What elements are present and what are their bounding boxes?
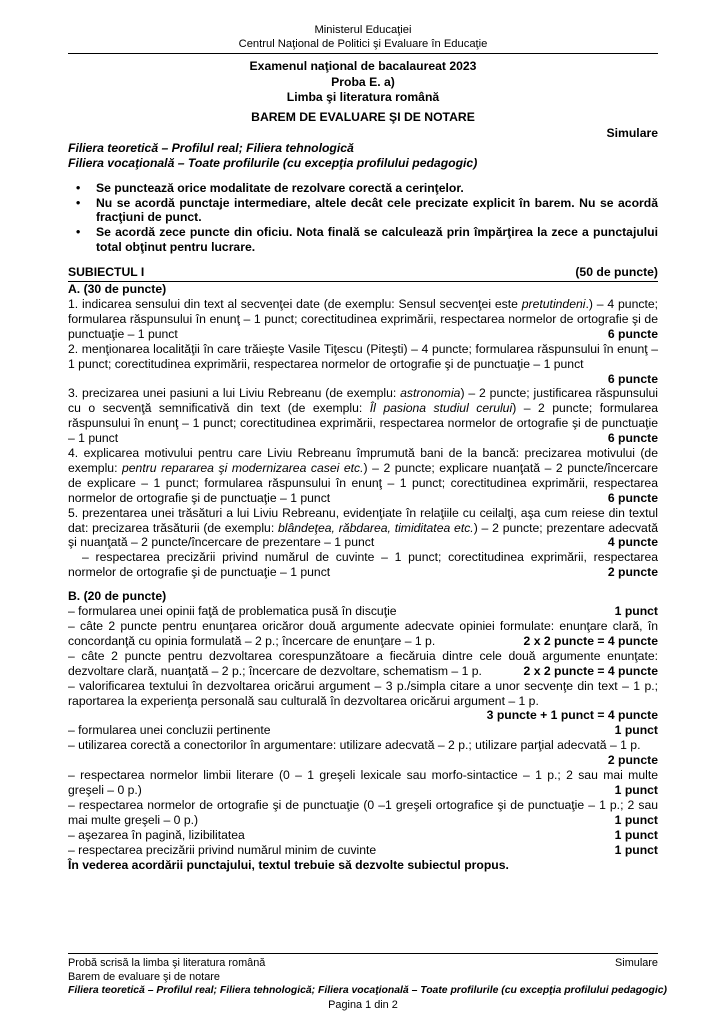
item-points: 1 punct bbox=[614, 723, 658, 738]
item-points: 3 puncte + 1 punct = 4 puncte bbox=[486, 708, 658, 723]
item-points: 6 puncte bbox=[607, 371, 658, 386]
item-text: – respectarea normelor de ortografie şi de punctuaţie (0 –1 greşeli ortografice şi de punctuaţie – 1 p.; 2 sau mai multe greşeli – 0 p.) bbox=[68, 797, 658, 827]
item-points: 6 puncte bbox=[607, 431, 658, 446]
rubric-item-a5-extra bbox=[68, 550, 658, 580]
rubric-item-b8 bbox=[68, 798, 658, 828]
item-text: 5. prezentarea unei trăsături a lui Liviu Rebreanu, evidenţiate în relaţiile cu ceilalţi, aşa cum reiese din textul dat: precizarea trăsăturii (de exemplu: blândeţea, răbdarea, timiditatea etc.) – 2 puncte; prezentare adecvată şi nuanţată – 2 puncte/încercare de prezentare – 1 punct bbox=[68, 505, 658, 550]
item-points: 2 puncte bbox=[607, 565, 658, 580]
rubric-item-a5 bbox=[68, 506, 658, 551]
page-header bbox=[68, 24, 658, 51]
subject1-title: SUBIECTUL I bbox=[68, 265, 145, 280]
title-block bbox=[68, 59, 658, 126]
item-text: – respectarea precizării privind numărul minim de cuvinte bbox=[68, 842, 377, 857]
item-text: 4. explicarea motivului pentru care Liviu Rebreanu împrumută bani de la bancă: precizarea motivului (de exemplu: pentru repararea şi modernizarea casei etc.) – 2 puncte; explicare nuanţată – 2 puncte/încercare de explicare – 1 punct; formularea răspunsului în enunţ – 1 punct; corectitudinea exprimării, respectarea normelor de ortografie şi de punctuaţie – 1 punct bbox=[68, 446, 659, 505]
item-points: 6 puncte bbox=[607, 326, 658, 341]
bullet-icon: • bbox=[76, 180, 81, 195]
page-number: Pagina 1 din 2 bbox=[328, 999, 398, 1011]
bullet-icon: • bbox=[76, 195, 81, 210]
filiera-block bbox=[68, 141, 658, 171]
item-text: – formularea unei opinii faţă de problematica pusă în discuţie bbox=[68, 604, 397, 619]
rubric-item-a4 bbox=[68, 446, 658, 506]
item-text: 3. precizarea unei pasiuni a lui Liviu Rebreanu (de exemplu: astronomia) – 2 puncte; justificarea răspunsului cu o secvenţă semnificativă din text (de exemplu: Îl pasiona studiul cerului) – 2 puncte; formularea răspunsului în enunţ – 1 punct; corectitudinea exprimării, respectarea normelor de ortografie şi de punctuaţie – 1 punct bbox=[68, 386, 658, 446]
item-points: 1 punct bbox=[614, 827, 658, 842]
center-name: Centrul Naţional de Politici şi Evaluare în Educaţie bbox=[238, 37, 488, 50]
footer-session: Simulare bbox=[615, 957, 658, 969]
rubric-item-b1 bbox=[68, 604, 658, 619]
ministry-name: Ministerul Educaţiei bbox=[314, 24, 412, 36]
subject1-heading bbox=[68, 265, 658, 282]
exam-probe: Proba E. a) bbox=[331, 74, 395, 89]
rule-text: Nu se acordă punctaje intermediare, altele decât cele precizate explicit în barem. Nu se acordă fracţiuni de punct. bbox=[96, 195, 658, 225]
filiera-line1: Filiera teoretică – Profilul real; Filiera tehnologică bbox=[68, 141, 354, 156]
item-text: – aşezarea în pagină, lizibilitatea bbox=[68, 827, 245, 842]
doc-type-title: BAREM DE EVALUARE ŞI DE NOTARE bbox=[251, 110, 475, 125]
item-text: – formularea unei concluzii pertinente bbox=[68, 723, 271, 738]
rule-text: Se punctează orice modalitate de rezolvare corectă a cerinţelor. bbox=[96, 180, 464, 195]
item-text: 1. indicarea sensului din text al secvenţei date (de exemplu: Sensul secvenţei este pretutindeni.) – 4 puncte; formularea răspunsului în enunţ – 1 punct; corectitudinea exprimării, respectarea normelor de ortografie şi de punctuaţie – 1 punct bbox=[68, 296, 658, 341]
item-points: 1 punct bbox=[614, 812, 658, 827]
footer-row-1 bbox=[68, 956, 658, 970]
session-label: Simulare bbox=[606, 125, 658, 140]
section-b-note: În vederea acordării punctajului, textul trebuie să dezvolte subiectul propus. bbox=[68, 857, 509, 872]
rubric-item-b7 bbox=[68, 768, 658, 798]
rule-item-1 bbox=[68, 181, 658, 196]
rule-item-3 bbox=[68, 225, 658, 255]
rubric-item-b5 bbox=[68, 723, 658, 738]
item-points: 1 punct bbox=[614, 782, 658, 797]
section-a-heading: A. (30 de puncte) bbox=[68, 282, 167, 297]
exam-subject: Limba şi literatura română bbox=[286, 90, 440, 104]
whitespace-spacer bbox=[68, 872, 658, 953]
rubric-item-a3 bbox=[68, 386, 658, 446]
item-points: 2 x 2 puncte = 4 puncte bbox=[523, 663, 658, 678]
header-divider bbox=[68, 53, 658, 54]
item-text: – respectarea normelor limbii literare (0 – 1 greşeli lexicale sau morfo-sintactice – 1 p.; 2 sau mai multe greşeli – 0 p.) bbox=[68, 768, 658, 797]
rubric-item-b10 bbox=[68, 843, 658, 858]
item-points: 4 puncte bbox=[607, 535, 658, 550]
item-text: – utilizarea corectă a conectorilor în argumentare: utilizare adecvată – 2 p.; utilizare parţial adecvată – 1 p. bbox=[68, 738, 641, 753]
rubric-item-b3 bbox=[68, 649, 658, 679]
rubric-item-b2 bbox=[68, 619, 658, 649]
rubric-item-b4 bbox=[68, 679, 658, 724]
footer-divider bbox=[68, 953, 658, 954]
footer-filiera: Filiera teoretică – Profilul real; Filiera tehnologică; Filiera vocaţională – Toate profilurile (cu excepţia profilului pedagogic) bbox=[68, 985, 667, 996]
footer-doc-type: Barem de evaluare şi de notare bbox=[68, 971, 220, 983]
subject1-total-points: (50 de puncte) bbox=[575, 265, 658, 280]
footer-doc-name: Probă scrisă la limba şi literatura română bbox=[68, 957, 266, 969]
general-rules-list bbox=[68, 181, 658, 256]
item-points: 1 punct bbox=[614, 842, 658, 857]
item-points: 2 puncte bbox=[607, 753, 658, 768]
rubric-item-b9 bbox=[68, 828, 658, 843]
rule-item-2 bbox=[68, 196, 658, 226]
rubric-item-b6 bbox=[68, 738, 658, 768]
section-b-heading: B. (20 de puncte) bbox=[68, 589, 167, 604]
item-points: 2 x 2 puncte = 4 puncte bbox=[523, 633, 658, 648]
item-points: 6 puncte bbox=[607, 490, 658, 505]
filiera-line2: Filiera vocaţională – Toate profilurile (cu excepţia profilului pedagogic) bbox=[68, 156, 478, 171]
rubric-item-a2 bbox=[68, 342, 658, 387]
bullet-icon: • bbox=[76, 225, 81, 240]
page-footer bbox=[68, 953, 667, 1012]
item-points: 1 punct bbox=[614, 604, 658, 619]
item-text: – valorificarea textului în dezvoltarea oricărui argument – 3 p./simpla citare a unor secvenţe din text – 1 p.; raportarea la experienţa personală sau culturală în dezvoltarea oricărui argument – 1 p. bbox=[68, 678, 658, 708]
item-text: – câte 2 puncte pentru enunţarea oricăror două argumente adecvate opiniei formulate: enunţare clară, în concordanţă cu opinia formulată – 2 p.; încercare de enunţare – 1 p. bbox=[68, 619, 658, 648]
rubric-item-a1 bbox=[68, 297, 658, 342]
item-text: – câte 2 puncte pentru dezvoltarea corespunzătoare a fiecăruia dintre cele două argumente enunţate: dezvoltare clară, nuanţată – 2 p.; încercare de dezvoltare, schematism – 1 p. bbox=[68, 648, 658, 678]
item-text: 2. menţionarea localităţii în care trăieşte Vasile Tiţescu (Piteşti) – 4 puncte; formularea răspunsului în enunţ – 1 punct; corectitudinea exprimării, respectarea normelor de ortografie şi de punctuaţie – 1 punct bbox=[68, 341, 658, 371]
exam-title: Examenul naţional de bacalaureat 2023 bbox=[249, 59, 477, 74]
rule-text: Se acordă zece puncte din oficiu. Nota finală se calculează prin împărţirea la zece a punctajului total obţinut pentru lucrare. bbox=[96, 225, 658, 255]
item-text: – respectarea precizării privind numărul de cuvinte – 1 punct; corectitudinea exprimării, respectarea normelor de ortografie şi de punctuaţie – 1 punct bbox=[68, 550, 658, 580]
